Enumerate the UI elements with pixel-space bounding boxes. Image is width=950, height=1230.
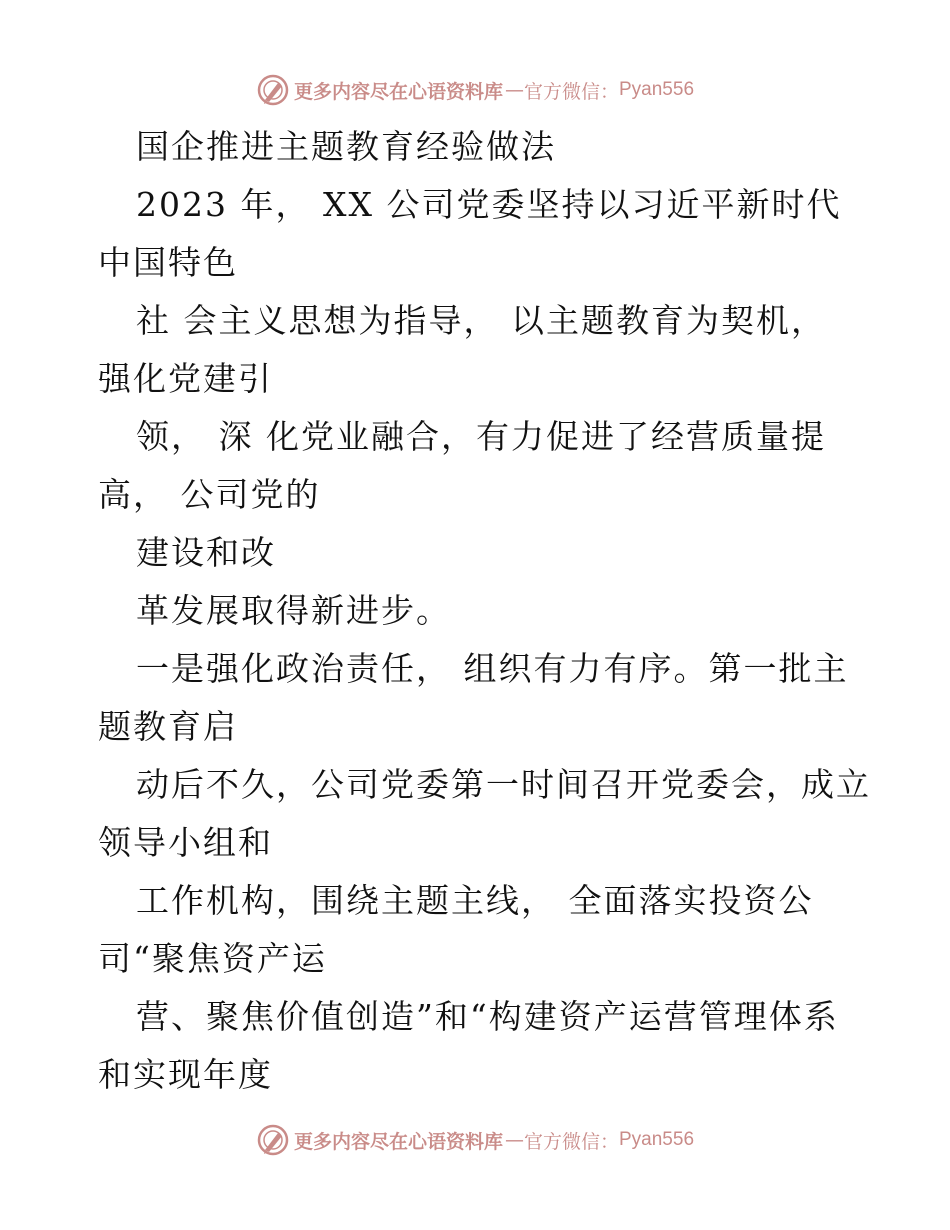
banner-wechat-id: Pyan556 <box>619 1129 695 1150</box>
paragraph-line: 高， 公司党的 <box>98 475 321 514</box>
banner-text: 更多内容尽在心语资料库 <box>293 1130 503 1153</box>
pen-logo-icon <box>256 1123 290 1157</box>
paragraph-line: 题教育启 <box>98 707 238 746</box>
paragraph-line: 社 会主义思想为指导， 以主题教育为契机， <box>136 301 826 340</box>
banner-wechat-id: Pyan556 <box>619 79 695 100</box>
paragraph-line: 工作机构，围绕主题主线， 全面落实投资公 <box>136 881 814 920</box>
banner-text: 更多内容尽在心语资料库 <box>293 80 503 103</box>
paragraph-line: 动后不久，公司党委第一时间召开党委会，成立 <box>136 765 871 804</box>
banner-official-label: 官方微信： <box>523 80 619 103</box>
paragraph-line: 领， 深 化党业融合，有力促进了经营质量提 <box>136 417 826 456</box>
banner-official-label: 官方微信： <box>523 1130 619 1153</box>
paragraph-line: 革发展取得新进步。 <box>136 591 451 630</box>
paragraph-line: 营、聚焦价值创造”和“构建资产运营管理体系 <box>136 997 839 1036</box>
paragraph-line: 建设和改 <box>136 533 276 572</box>
paragraph-line: 司“聚焦资产运 <box>98 939 327 978</box>
footer-watermark-banner <box>0 1120 950 1160</box>
paragraph-line: 领导小组和 <box>98 823 273 862</box>
banner-separator: — <box>504 79 522 101</box>
banner-separator: — <box>504 1129 522 1151</box>
paragraph-line: 中国特色 <box>98 243 238 282</box>
document-title: 国企推进主题教育经验做法 <box>136 127 556 166</box>
pen-logo-icon <box>256 73 290 107</box>
paragraph-line: 强化党建引 <box>98 359 273 398</box>
paragraph-line: 和实现年度 <box>98 1055 273 1094</box>
paragraph-line: 一是强化政治责任， 组织有力有序。第一批主 <box>136 649 849 688</box>
paragraph-line: 2023 年， XX 公司党委坚持以习近平新时代 <box>136 185 842 224</box>
header-watermark-banner <box>0 70 950 110</box>
